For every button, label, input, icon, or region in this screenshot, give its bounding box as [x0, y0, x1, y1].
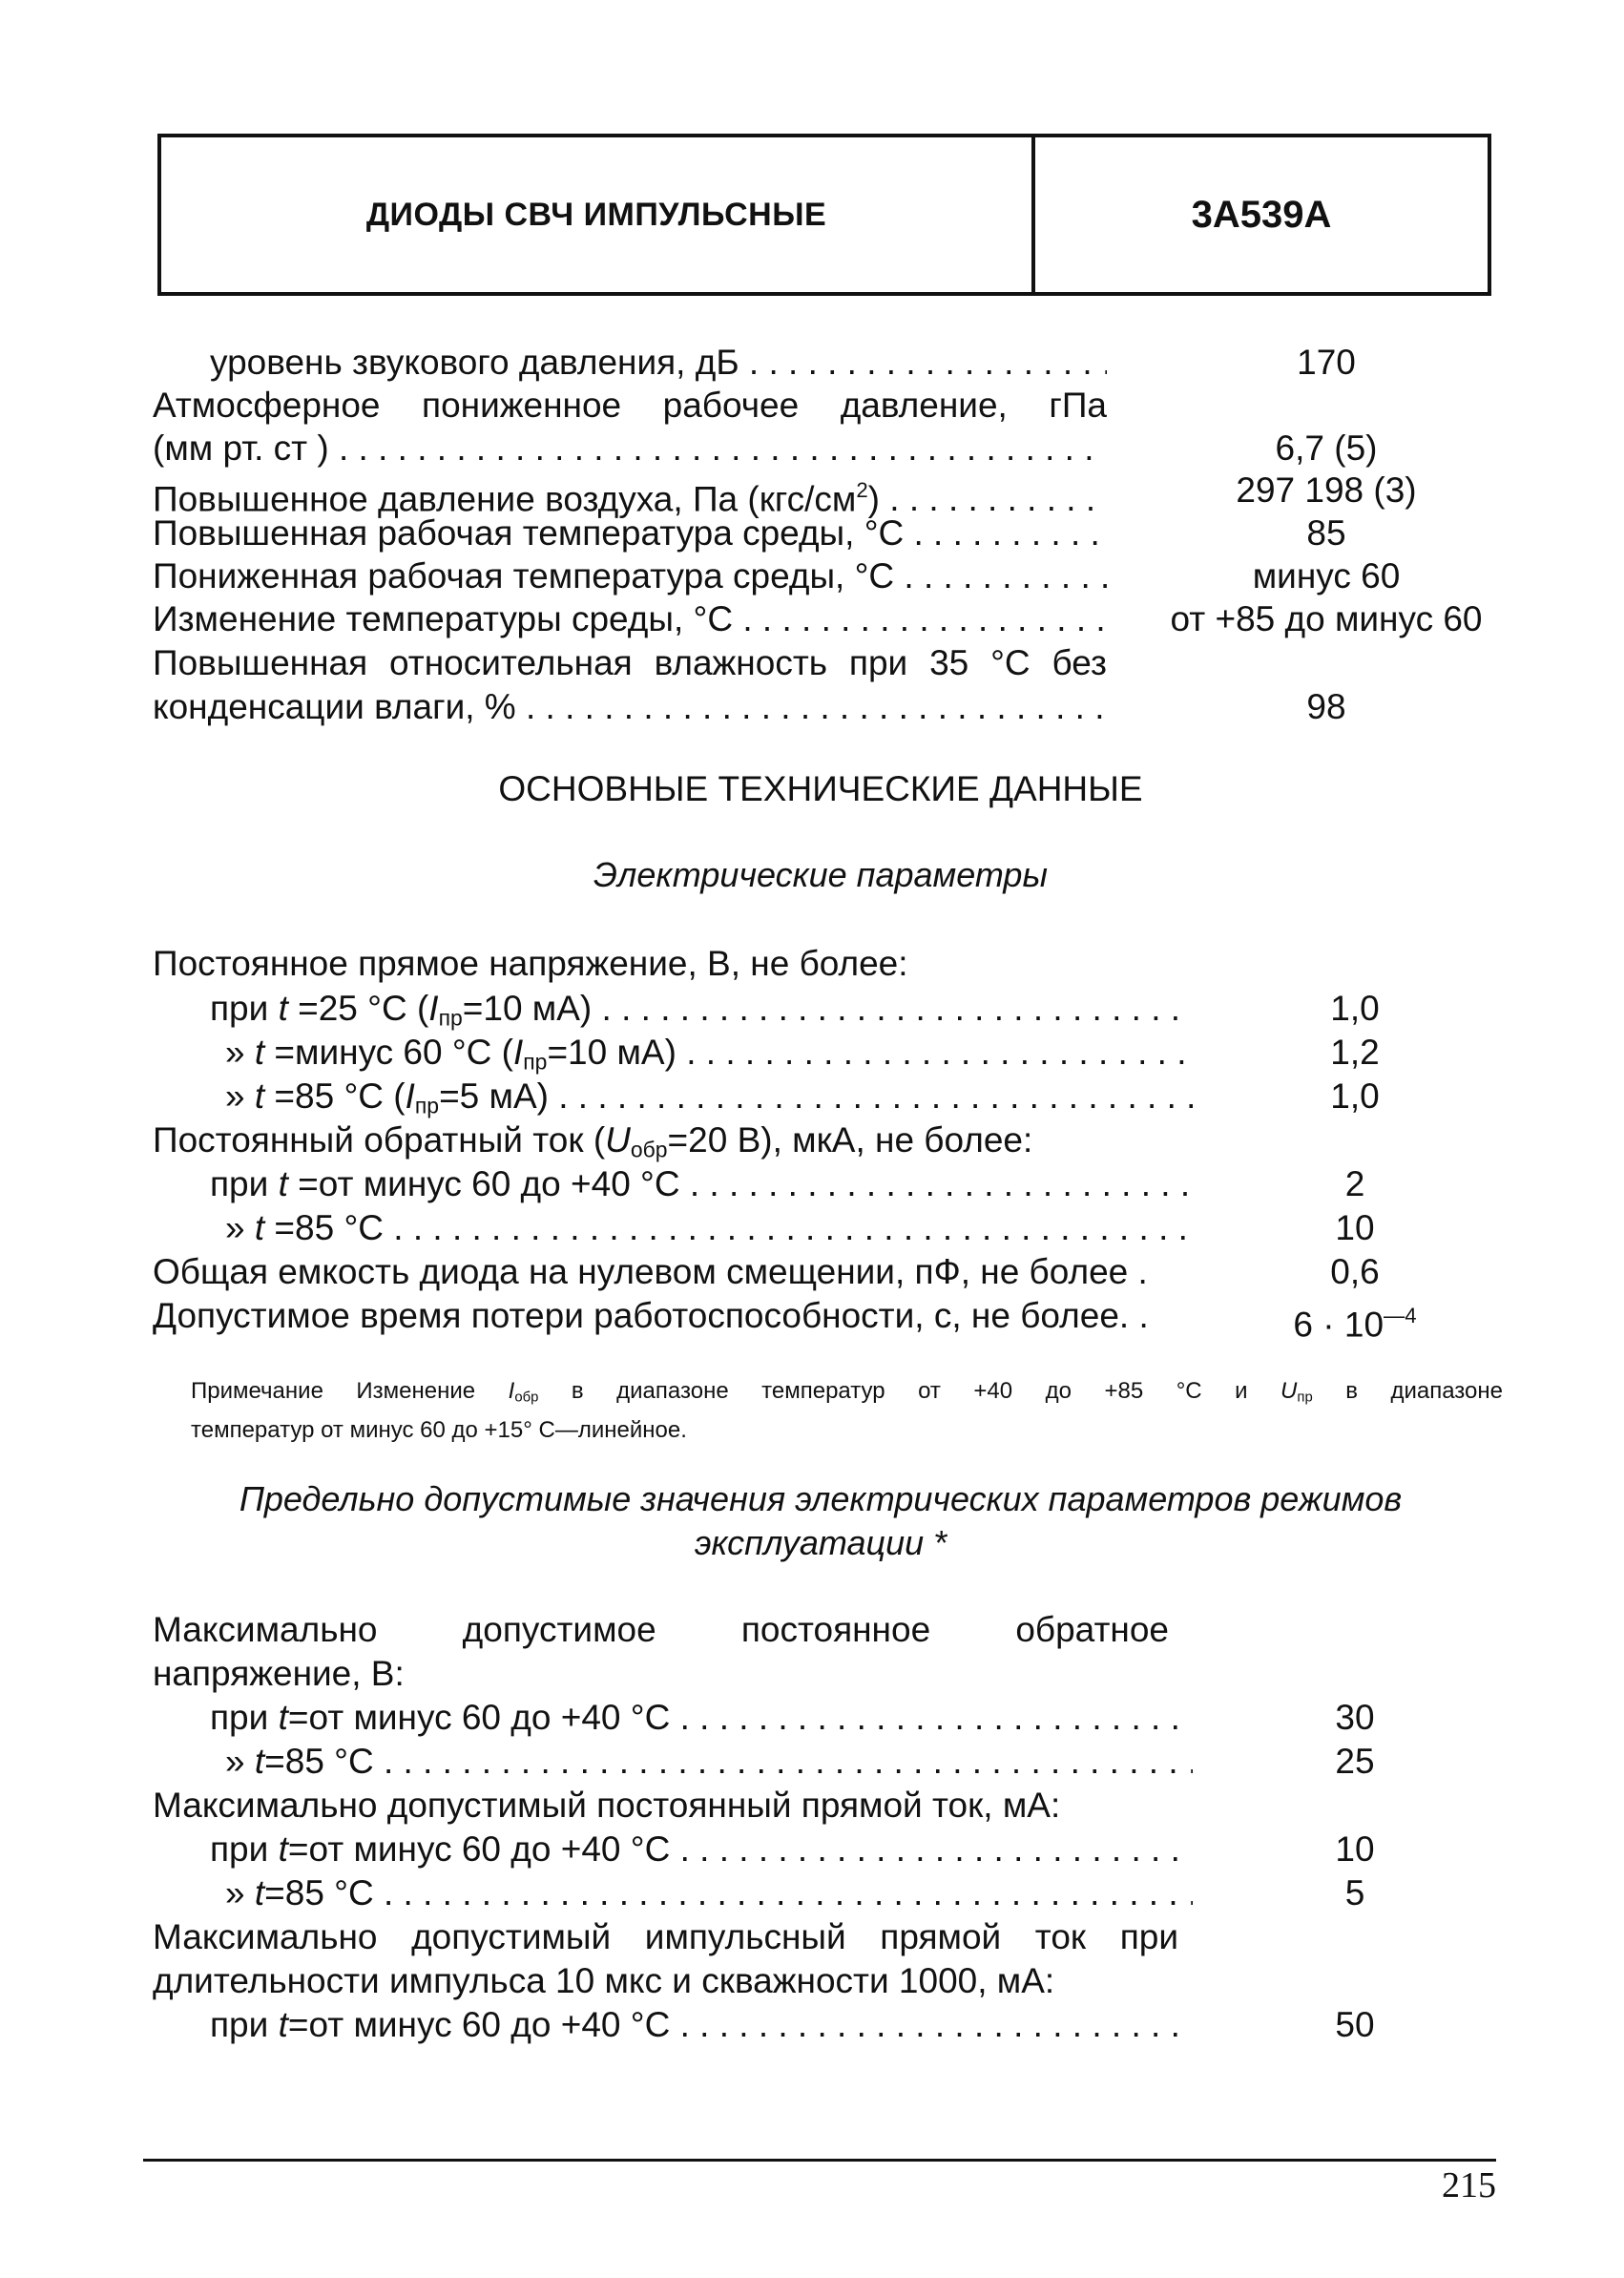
param-label: » t =85 °С ($I_{пр}=5$ мА) . . . [225, 1075, 1193, 1128]
limit-label: при t=от минус 60 до +40 °С . . . [210, 1828, 1193, 1871]
section-title: ОСНОВНЫЕ ТЕХНИЧЕСКИЕ ДАННЫЕ [498, 769, 1143, 808]
limit-row-max-forward [0, 1784, 1624, 1828]
param-label: Постоянное прямое напряжение, В, не более: [153, 944, 908, 983]
env-label: Атмосферное пониженное рабочее давление, гПа [153, 386, 1107, 425]
header-box [157, 134, 1491, 296]
note [191, 1375, 1503, 1447]
env-row-humidity-1 [0, 641, 1624, 685]
note-line-2: температур от минус 60 до +15° С—линейное. [191, 1416, 687, 1443]
env-value: 6,7 (5) [1275, 428, 1378, 468]
param-value: 10 [1335, 1208, 1375, 1247]
param-value: 0,6 [1330, 1252, 1380, 1291]
param-value: 1,0 [1330, 1076, 1380, 1116]
param-label: при t =25 °С ($I_{пр}=10$ мА) . . . [210, 987, 1193, 1040]
limit-label: Максимально допустимый импульсный прямой ток при [153, 1917, 1178, 1956]
param-row-reverse-current [0, 1118, 1624, 1162]
env-label: уровень звукового давления, дБ . . . [210, 341, 1107, 385]
limit-label: длительности импульса 10 мкс и скважности 1000, мА: [153, 1961, 1055, 2000]
limit-value: 30 [1335, 1698, 1375, 1737]
param-value: 1,2 [1330, 1033, 1380, 1072]
param-row-capacitance [0, 1250, 1624, 1294]
env-value: 297 198 (3) [1236, 470, 1417, 510]
env-row-humidity-2 [0, 685, 1624, 729]
limit-row-max-pulse-1 [0, 1915, 1624, 1959]
env-label: Повышенное давление воздуха, Па $(кгс/см^2)$ . . . [153, 469, 1107, 521]
param-label: » t =минус 60 °С ($I_{пр}=10$ мА) . . . [225, 1031, 1193, 1084]
limit-row-mr2 [0, 1740, 1624, 1784]
env-label: Повышенная рабочая температура среды, °С . . . [153, 512, 1107, 555]
limit-row-max-reverse-1 [0, 1608, 1624, 1652]
limit-label: напряжение, В: [153, 1654, 405, 1693]
footer-rule [143, 2159, 1496, 2162]
param-label: » t =85 °С . . . [225, 1206, 1193, 1250]
env-label: Изменение температуры среды, °С . . . [153, 597, 1107, 641]
limit-label: при t=от минус 60 до +40 °С . . . [210, 2003, 1193, 2047]
env-row-low-temp [0, 554, 1624, 598]
limit-value: 50 [1335, 2005, 1375, 2044]
env-label: Повышенная относительная влажность при 35 °С без [153, 643, 1107, 682]
env-row-sound [0, 341, 1624, 385]
env-value: от +85 до минус 60 [1170, 599, 1483, 638]
env-row-high-temp [0, 512, 1624, 555]
param-row-rc1 [0, 1162, 1624, 1206]
param-value: 1,0 [1330, 989, 1380, 1028]
limit-row-mp1 [0, 2003, 1624, 2047]
env-row-low-pressure-1 [0, 384, 1624, 428]
page-number: 215 [1442, 2165, 1496, 2205]
env-row-low-pressure-2 [0, 427, 1624, 470]
param-row-rc2 [0, 1206, 1624, 1250]
param-row-fv1 [0, 987, 1624, 1031]
limits-title-2: эксплуатации * [694, 1523, 947, 1562]
limit-value: 5 [1344, 1873, 1365, 1912]
limits-title-1: Предельно допустимые значения электрических параметров режимов [239, 1479, 1403, 1518]
param-row-loss-time [0, 1294, 1624, 1345]
electrical-params-title: Электрические параметры [593, 855, 1048, 894]
note-line-1: Примечание Изменение $I_{обр}$ в диапазоне температур от +40 до +85 °С и $U_{пр}$ в диапазоне [191, 1378, 1503, 1406]
limit-row-mf1 [0, 1828, 1624, 1871]
limit-value: 10 [1335, 1829, 1375, 1869]
limit-row-max-pulse-2 [0, 1959, 1624, 2003]
limit-label: Максимально допустимый постоянный прямой ток, мА: [153, 1786, 1061, 1825]
param-row-fv3 [0, 1075, 1624, 1118]
env-value: 170 [1297, 343, 1356, 382]
limit-label: Максимально допустимое постоянное обратное [153, 1610, 1169, 1649]
header-title: ДИОДЫ СВЧ ИМПУЛЬСНЫЕ [161, 137, 1035, 292]
limit-label: » t=85 °С . . . [225, 1740, 1193, 1784]
env-label: конденсации влаги, % . . . [153, 685, 1107, 729]
env-label: Пониженная рабочая температура среды, °С . . . [153, 554, 1107, 598]
param-label: Постоянный обратный ток ($U_{обр}=20$ В), мкА, не более: [153, 1120, 1033, 1162]
param-label: при t =от минус 60 до +40 °С . . . [210, 1162, 1193, 1206]
limit-row-mf2 [0, 1871, 1624, 1915]
env-value: 85 [1306, 513, 1346, 553]
limit-row-mr1 [0, 1696, 1624, 1740]
param-label: Допустимое время потери работоспособности, с, не более. . [153, 1296, 1149, 1335]
env-row-temp-change [0, 597, 1624, 641]
env-label: (мм рт. ст ) . . . [153, 427, 1107, 470]
param-row-forward-voltage [0, 942, 1624, 986]
env-value: 98 [1306, 687, 1346, 726]
param-value: 2 [1344, 1164, 1365, 1203]
limit-label: » t=85 °С . . . [225, 1871, 1193, 1915]
param-label: Общая емкость диода на нулевом смещении, пФ, не более . [153, 1252, 1148, 1291]
header-part-number: 3А539А [1191, 193, 1332, 236]
limit-value: 25 [1335, 1742, 1375, 1781]
limit-label: при t=от минус 60 до +40 °С . . . [210, 1696, 1193, 1740]
limit-row-max-reverse-2 [0, 1652, 1624, 1696]
env-row-high-pressure [0, 469, 1624, 519]
env-value: минус 60 [1252, 556, 1401, 596]
param-value: $6 \cdot 10^{—4}$ [1293, 1304, 1417, 1345]
param-row-fv2 [0, 1031, 1624, 1075]
